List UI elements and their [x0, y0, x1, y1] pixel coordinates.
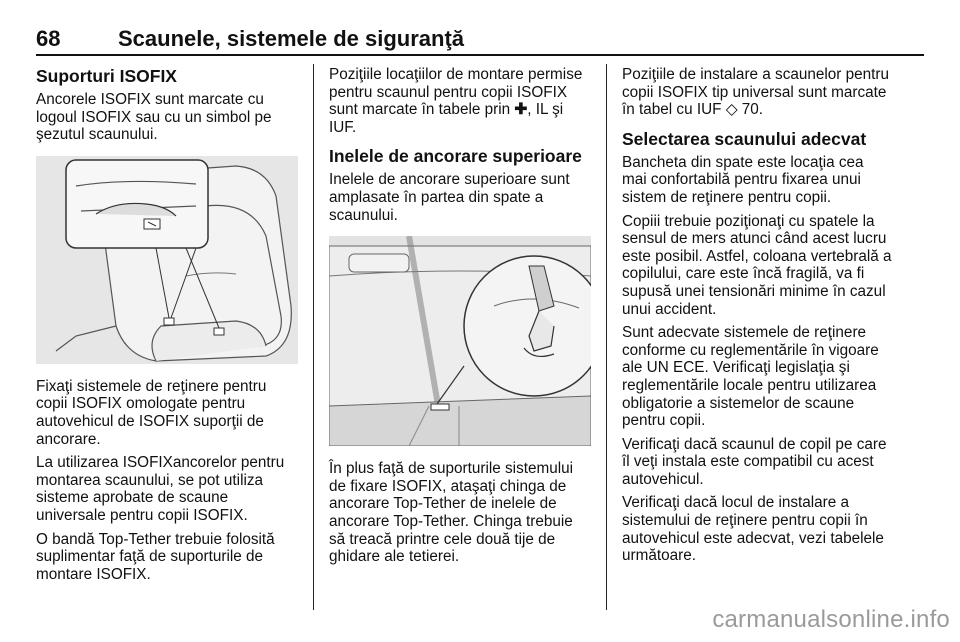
isofix-anchor-illustration — [36, 156, 298, 364]
column-divider — [313, 64, 314, 610]
header-rule — [36, 54, 924, 56]
paragraph: La utilizarea ISOFIXancorelor pentru montarea scaunului, se pot utiliza sisteme aprobate de scaune universale pentru copii ISOFIX. — [36, 454, 285, 524]
paragraph: O bandă Top-Tether trebuie folosită suplimentar faţă de suporturile de montare ISOFIX. — [36, 530, 275, 583]
page-reference-link[interactable]: ◇ 70. — [725, 101, 764, 119]
watermark: carmanualsonline.info — [712, 606, 950, 633]
paragraph: Sunt adecvate sistemele de reţinere conforme cu reglementările în vigoare ale UN ECE. Verificaţi legislaţia şi reglementările locale pentru utilizarea obligatorie a sistemelor de scaune pentru copii. — [622, 324, 879, 430]
column-left — [36, 66, 298, 589]
chapter-title: Scaunele, sistemele de siguranţă — [118, 26, 465, 51]
page-number: 68 — [36, 26, 61, 51]
column-divider — [606, 64, 607, 610]
paragraph: Verificaţi dacă scaunul de copil pe care îl veţi instala este compatibil cu acest autovehicul. — [622, 435, 887, 488]
plus-icon: ✚ — [514, 101, 528, 119]
paragraph: Bancheta din spate este locaţia cea mai confortabilă pentru fixarea unui sistem de reţinere pentru copii. — [622, 153, 864, 206]
paragraph: Verificaţi dacă locul de instalare a sistemului de reţinere pentru copii în autovehicul este adecvat, vezi tabelele următoare. — [622, 494, 884, 565]
section-heading-top-tether: Inelele de ancorare superioare — [329, 146, 582, 167]
section-heading-isofix: Suporturi ISOFIX — [36, 66, 177, 86]
paragraph: Poziţiile locaţiilor de montare permise pentru scaunul pentru copii ISOFIX sunt marcate în tabele prin ✚, IL şi IUF. — [329, 66, 583, 136]
section-heading-select-seat: Selectarea scaunului adecvat — [622, 128, 867, 149]
column-middle — [329, 66, 593, 572]
page-header — [36, 26, 924, 52]
paragraph: În plus faţă de suporturile sistemului de fixare ISOFIX, ataşaţi chinga de ancorare Top-Tether de inelele de ancorare Top-Tether. Chinga trebuie să treacă printre cele două tije de ghidare ale tetierei. — [329, 460, 574, 566]
paragraph: Ancorele ISOFIX sunt marcate cu logoul ISOFIX sau cu un simbol pe şezutul scaunului. — [36, 91, 272, 144]
top-tether-illustration — [329, 236, 591, 446]
paragraph: Fixaţi sistemele de reţinere pentru copii ISOFIX omologate pentru autovehicul de ISOFIX suporţii de ancorare. — [36, 377, 267, 448]
column-right — [622, 66, 892, 571]
paragraph: Copiii trebuie poziţionaţi cu spatele la sensul de mers atunci când acest lucru este posibil. Astfel, coloana vertebrală a copilului, care este încă fragilă, va fi supusă unei tensionări minime în cazul unui accident. — [622, 212, 892, 318]
paragraph: Inelele de ancorare superioare sunt amplasate în partea din spate a scaunului. — [329, 171, 570, 224]
paragraph: Poziţiile de instalare a scaunelor pentru copii ISOFIX tip universal sunt marcate în tabel cu IUF ◇ 70. — [622, 66, 890, 119]
